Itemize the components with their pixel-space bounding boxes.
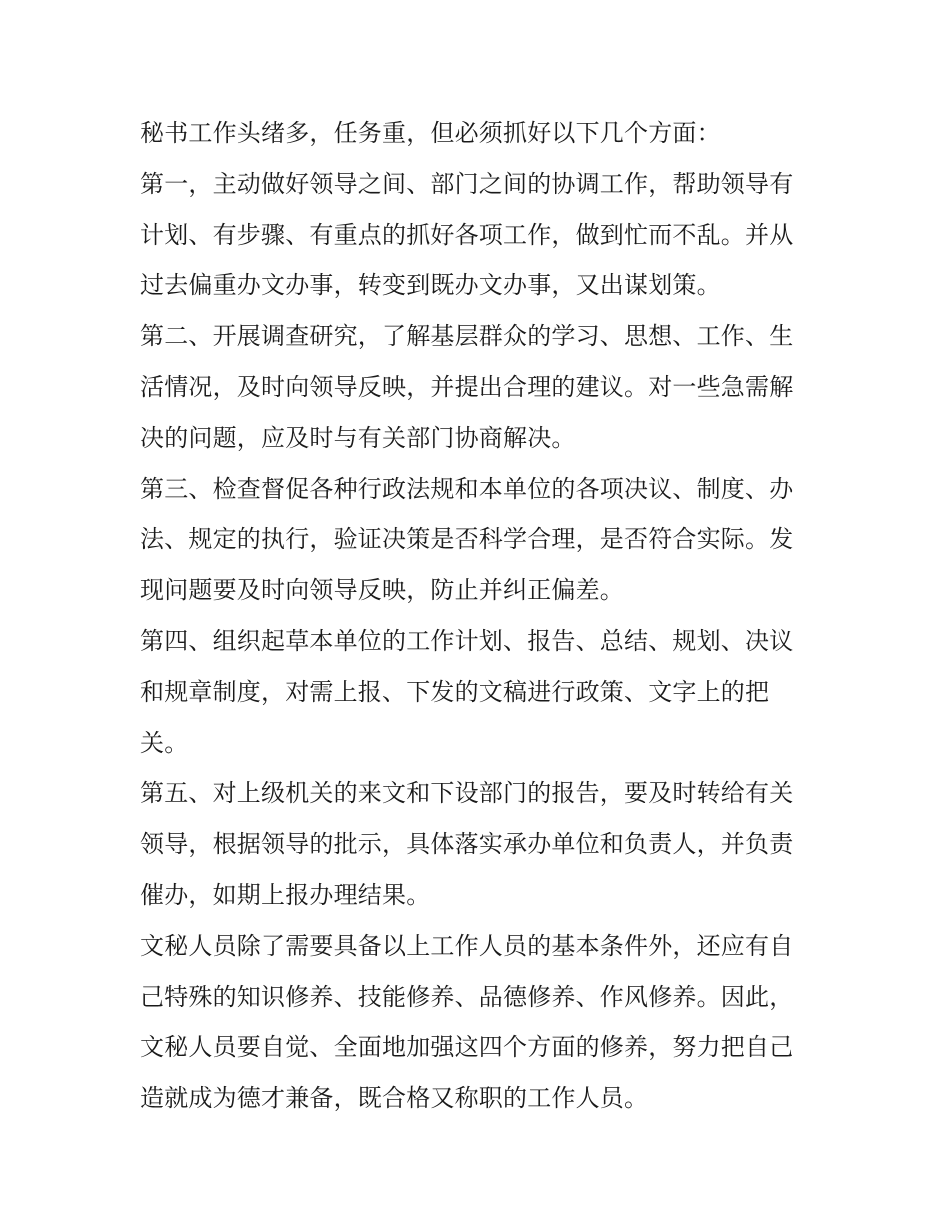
text-line: 第五、对上级机关的来文和下设部门的报告，要及时转给有关 bbox=[140, 779, 794, 808]
text-line: 决的问题，应及时与有关部门协商解决。 bbox=[140, 423, 576, 452]
text-line: 文秘人员除了需要具备以上工作人员的基本条件外，还应有自 bbox=[140, 931, 794, 960]
text-line: 秘书工作头绪多，任务重，但必须抓好以下几个方面： bbox=[140, 119, 721, 147]
text-line: 领导，根据领导的批示，具体落实承办单位和负责人，并负责 bbox=[140, 830, 794, 859]
text-line: 催办，如期上报办理结果。 bbox=[140, 880, 431, 909]
text-line: 第一，主动做好领导之间、部门之间的协调工作，帮助领导有 bbox=[140, 169, 794, 198]
text-line: 计划、有步骤、有重点的抓好各项工作，做到忙而不乱。并从 bbox=[140, 220, 794, 249]
text-line: 和规章制度，对需上报、下发的文稿进行政策、文字上的把 bbox=[140, 677, 770, 706]
text-line: 法、规定的执行，验证决策是否科学合理，是否符合实际。发 bbox=[140, 525, 794, 554]
text-line: 过去偏重办文办事，转变到既办文办事，又出谋划策。 bbox=[140, 271, 721, 300]
document-body bbox=[140, 108, 820, 1124]
text-line: 第三、检查督促各种行政法规和本单位的各项决议、制度、办 bbox=[140, 474, 794, 503]
text-line: 第二、开展调查研究，了解基层群众的学习、思想、工作、生 bbox=[140, 322, 794, 351]
text-line: 文秘人员要自觉、全面地加强这四个方面的修养，努力把自己 bbox=[140, 1033, 794, 1062]
text-line: 活情况，及时向领导反映，并提出合理的建议。对一些急需解 bbox=[140, 372, 794, 401]
text-line: 己特殊的知识修养、技能修养、品德修养、作风修养。因此， bbox=[140, 982, 794, 1011]
text-line: 第四、组织起草本单位的工作计划、报告、总结、规划、决议 bbox=[140, 626, 794, 655]
text-line: 造就成为德才兼备，既合格又称职的工作人员。 bbox=[140, 1084, 649, 1113]
text-line: 关。 bbox=[140, 728, 189, 757]
text-line: 现问题要及时向领导反映，防止并纠正偏差。 bbox=[140, 576, 624, 605]
